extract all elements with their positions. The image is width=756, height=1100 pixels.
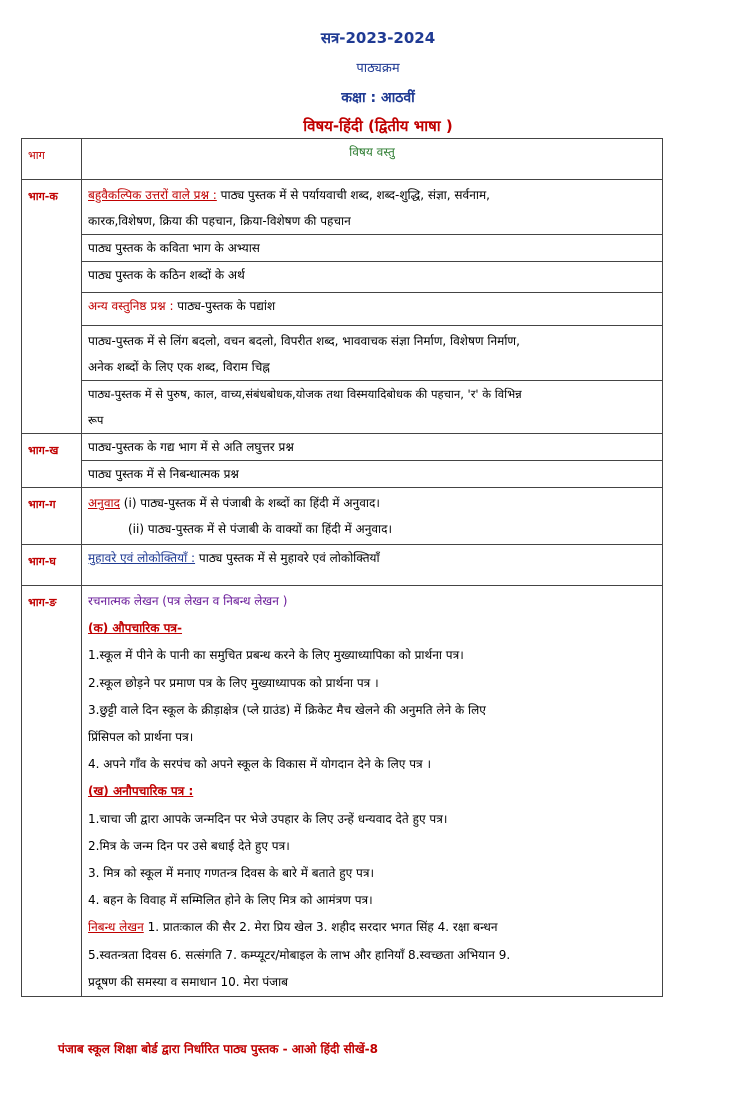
mcq-text: पाठ्य पुस्तक में से पर्यायवाची शब्द, शब्द-शुद्धि, संज्ञा, सर्वनाम, bbox=[216, 188, 490, 202]
idioms-text: पाठ्य पुस्तक में से मुहावरे एवं लोकोक्तियाँ bbox=[195, 551, 380, 565]
informal-letter-4: 4. बहन के विवाह में सम्मिलित होने के लिए मित्र को आमंत्रण पत्र। bbox=[88, 893, 373, 908]
textbook-footer: पंजाब स्कूल शिक्षा बोर्ड द्वारा निर्धारित पाठ्य पुस्तक - आओ हिंदी सीखें-8 bbox=[58, 1042, 379, 1056]
header-topic: विषय वस्तु bbox=[82, 139, 663, 180]
formal-letter-2: 2.स्कूल छोड़ने पर प्रमाण पत्र के लिए मुख्याध्यापक को प्रार्थना पत्र । bbox=[88, 675, 379, 690]
part-a-label: भाग-क bbox=[22, 180, 82, 434]
table-row bbox=[22, 235, 663, 262]
formal-letter-3b: प्रिंसिपल को प्रार्थना पत्र। bbox=[88, 730, 194, 745]
essay-line-1 bbox=[88, 914, 656, 941]
essay-topics-2: 5.स्वतन्त्रता दिवस 6. सत्संगति 7. कम्प्यूटर/मोबाइल के लाभ और हानियाँ 8.स्वच्छता अभियान 9. bbox=[88, 947, 511, 962]
table-row bbox=[22, 180, 663, 235]
mcq-text-2: कारक,विशेषण, क्रिया की पहचान, क्रिया-विशेषण की पहचान bbox=[88, 214, 351, 228]
table-row bbox=[22, 488, 663, 545]
part-d-label: भाग-घ bbox=[22, 545, 82, 586]
translation-line-1: (i) पाठ्य-पुस्तक में से पंजाबी के शब्दों का हिंदी में अनुवाद। bbox=[119, 496, 380, 510]
part-a-objective bbox=[82, 293, 663, 326]
informal-letters-heading: (ख) अनौपचारिक पत्र : bbox=[88, 784, 194, 799]
essay-topics-3: प्रदूषण की समस्या व समाधान 10. मेरा पंजाब bbox=[88, 974, 289, 989]
part-d-idioms bbox=[82, 545, 663, 586]
class-title: कक्षा : आठवीं bbox=[341, 90, 415, 106]
formal-letters-heading: (क) औपचारिक पत्र- bbox=[88, 621, 183, 636]
subject-title: विषय-हिंदी (द्वितीय भाषा ) bbox=[303, 117, 453, 135]
table-row bbox=[22, 545, 663, 586]
grammar2-line-1: पाठ्य-पुस्तक में से पुरुष, काल, वाच्य,संबंधबोधक,योजक तथा विस्मयादिबोधक की पहचान, 'र' के विभिन्न bbox=[88, 387, 522, 401]
part-b-short: पाठ्य-पुस्तक के गद्य भाग में से अति लघुत्तर प्रश्न bbox=[82, 434, 663, 461]
essay-label: निबन्ध लेखन bbox=[88, 920, 144, 935]
translation-line-2: (ii) पाठ्य-पुस्तक में से पंजाबी के वाक्यों का हिंदी में अनुवाद। bbox=[128, 522, 393, 536]
table-header-row bbox=[22, 139, 663, 180]
part-e-label: भाग-ङ bbox=[22, 586, 82, 997]
part-e-writing bbox=[82, 586, 663, 997]
informal-letter-3: 3. मित्र को स्कूल में मनाए गणतन्त्र दिवस के बारे में बताते हुए पत्र। bbox=[88, 866, 375, 881]
formal-letter-1: 1.स्कूल में पीने के पानी का समुचित प्रबन्ध करने के लिए मुख्याध्यापिका को प्रार्थना पत्र। bbox=[88, 648, 464, 663]
part-c-translation bbox=[82, 488, 663, 545]
writing-title: रचनात्मक लेखन (पत्र लेखन व निबन्ध लेखन ) bbox=[88, 594, 288, 608]
part-a-grammar-1 bbox=[82, 326, 663, 381]
grammar2-line-2: रूप bbox=[88, 413, 104, 427]
formal-letter-4: 4. अपने गाँव के सरपंच को अपने स्कूल के विकास में योगदान देने के लिए पत्र । bbox=[88, 757, 432, 772]
part-a-mcq bbox=[82, 180, 663, 235]
syllabus-table bbox=[21, 138, 663, 997]
table-row bbox=[22, 461, 663, 488]
informal-letter-2: 2.मित्र के जन्म दिन पर उसे बधाई देते हुए पत्र। bbox=[88, 838, 290, 853]
essay-topics-1: 1. प्रातःकाल की सैर 2. मेरा प्रिय खेल 3. शहीद सरदार भगत सिंह 4. रक्षा बन्धन bbox=[143, 920, 498, 935]
part-a-meanings: पाठ्य पुस्तक के कठिन शब्दों के अर्थ bbox=[82, 262, 663, 293]
part-a-poetry: पाठ्य पुस्तक के कविता भाग के अभ्यास bbox=[82, 235, 663, 262]
header-part: भाग bbox=[22, 139, 82, 180]
mcq-label: बहुवैकल्पिक उत्तरों वाले प्रश्न : bbox=[88, 188, 217, 202]
table-row bbox=[22, 586, 663, 997]
part-b-label: भाग-ख bbox=[22, 434, 82, 488]
objective-label: अन्य वस्तुनिष्ठ प्रश्न : bbox=[88, 299, 174, 313]
grammar1-line-1: पाठ्य-पुस्तक में से लिंग बदलो, वचन बदलो, विपरीत शब्द, भाववाचक संज्ञा निर्माण, विशेषण निर्माण, bbox=[88, 334, 520, 348]
table-row bbox=[22, 434, 663, 461]
table-row bbox=[22, 381, 663, 434]
grammar1-line-2: अनेक शब्दों के लिए एक शब्द, विराम चिह्न bbox=[88, 360, 270, 374]
table-row bbox=[22, 293, 663, 326]
part-c-label: भाग-ग bbox=[22, 488, 82, 545]
table-row bbox=[22, 326, 663, 381]
curriculum-title: पाठ्यक्रम bbox=[356, 61, 400, 76]
objective-text: पाठ्य-पुस्तक के पद्यांश bbox=[173, 299, 276, 313]
table-row bbox=[22, 262, 663, 293]
formal-letter-3a: 3.छुट्टी वाले दिन स्कूल के क्रीड़ाक्षेत्र (प्ले ग्राउंड) में क्रिकेट मैच खेलने की अनुमति लेने के लिए bbox=[88, 702, 486, 717]
part-b-essay: पाठ्य पुस्तक में से निबन्धात्मक प्रश्न bbox=[82, 461, 663, 488]
idioms-label: मुहावरे एवं लोकोक्तियाँ : bbox=[88, 551, 196, 565]
part-a-grammar-2 bbox=[82, 381, 663, 434]
translation-label: अनुवाद bbox=[88, 496, 120, 510]
informal-letter-1: 1.चाचा जी द्वारा आपके जन्मदिन पर भेजे उपहार के लिए उन्हें धन्यवाद देते हुए पत्र। bbox=[88, 811, 448, 826]
session-title: सत्र-2023-2024 bbox=[320, 29, 436, 47]
